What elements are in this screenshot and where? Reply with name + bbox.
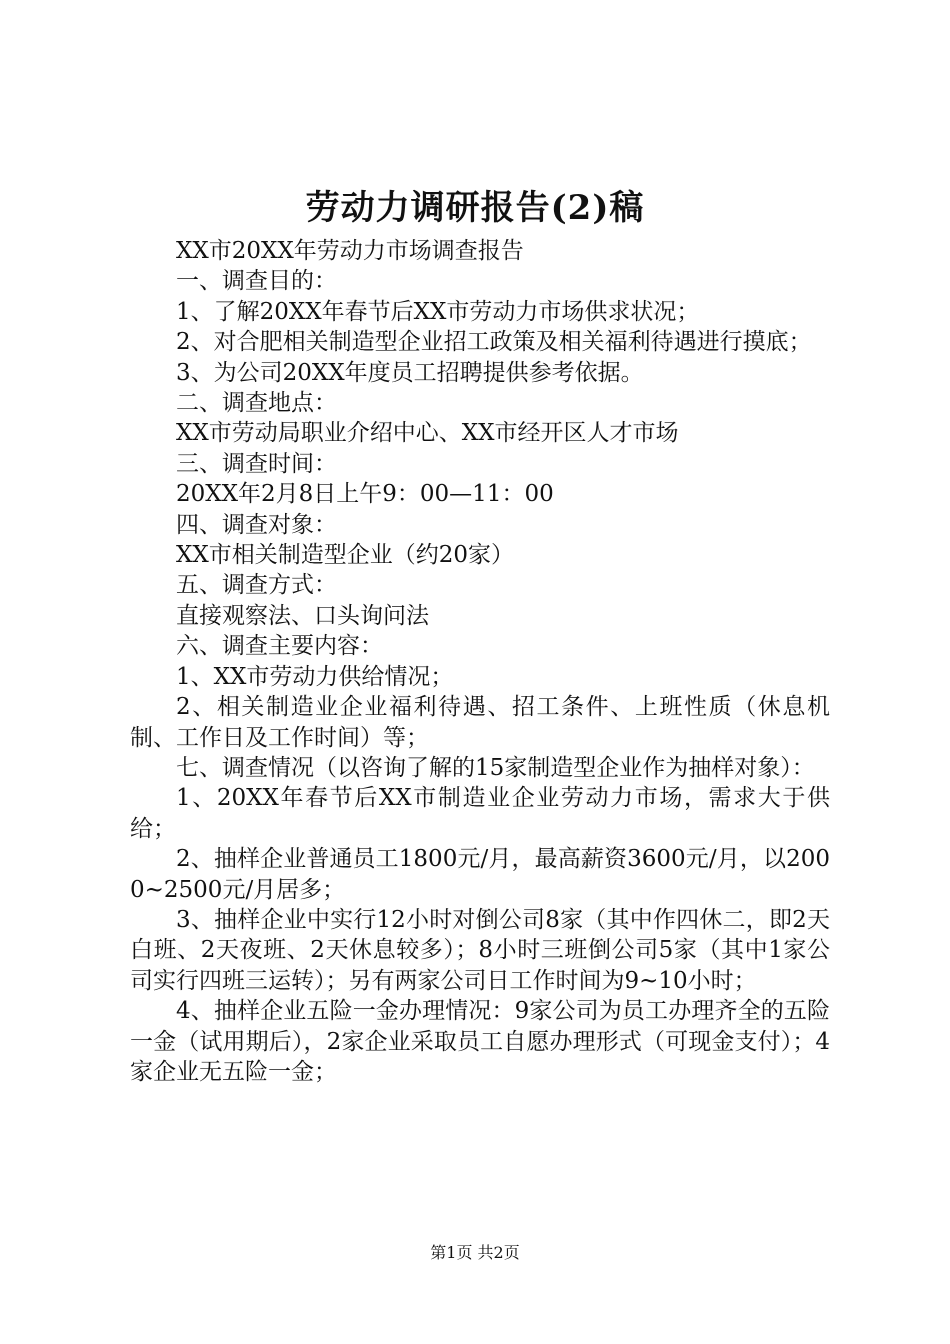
paragraph: 1、XX市劳动力供给情况； (176, 663, 454, 690)
paragraph: XX市劳动局职业介绍中心、XX市经开区人才市场 (176, 420, 679, 447)
paragraph: 六、调查主要内容： (176, 633, 383, 660)
paragraph: 四、调查对象： (176, 511, 337, 538)
paragraph: XX市20XX年劳动力市场调查报告 (176, 238, 524, 264)
paragraph: 三、调查时间： (176, 450, 337, 477)
paragraph: 3、抽样企业中实行12小时对倒公司8家（其中作四休二，即2天白班、2天夜班、2天休息较多）；8小时三班倒公司5家（其中1家公司实行四班三运转）；另有两家公司日工作时间为9~10小时； (130, 906, 830, 994)
paragraph: XX市相关制造型企业（约20家） (176, 542, 515, 569)
document-body (130, 236, 830, 1087)
document-title: 劳动力调研报告(2)稿 (305, 188, 645, 228)
paragraph: 20XX年2月8日上午9：00—11：00 (176, 481, 554, 508)
paragraph: 一、调查目的： (176, 268, 337, 295)
paragraph: 1、20XX年春节后XX市制造业企业劳动力市场，需求大于供给； (130, 785, 830, 842)
paragraph: 直接观察法、口头询问法 (176, 602, 429, 629)
paragraph: 二、调查地点： (176, 390, 337, 417)
paragraph: 1、了解20XX年春节后XX市劳动力市场供求状况； (176, 298, 700, 325)
paragraph: 2、对合肥相关制造型企业招工政策及相关福利待遇进行摸底； (176, 329, 812, 356)
paragraph: 2、抽样企业普通员工1800元/月，最高薪资3600元/月，以2000~2500元/月居多； (130, 846, 830, 903)
paragraph: 4、抽样企业五险一金办理情况：9家公司为员工办理齐全的五险一金（试用期后），2家企业采取员工自愿办理形式（可现金支付）；4家企业无五险一金； (130, 998, 830, 1085)
paragraph: 3、为公司20XX年度员工招聘提供参考依据。 (176, 359, 644, 386)
paragraph: 五、调查方式： (176, 572, 337, 599)
page-footer: 第1页 共2页 (430, 1243, 520, 1262)
paragraph: 2、相关制造业企业福利待遇、招工条件、上班性质（休息机制、工作日及工作时间）等； (130, 694, 830, 751)
paragraph: 七、调查情况（以咨询了解的15家制造型企业作为抽样对象）： (176, 754, 815, 781)
